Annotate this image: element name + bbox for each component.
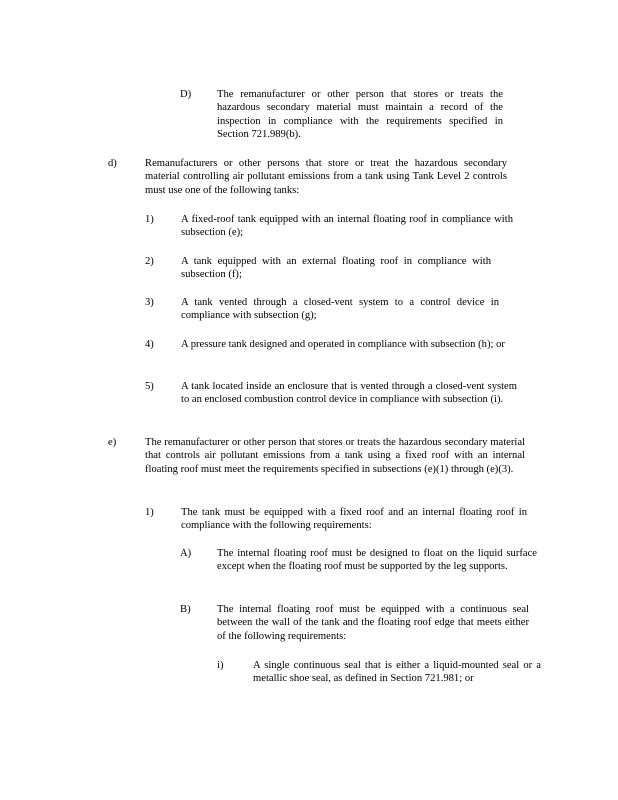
text-e-1-B: The internal floating roof must be equipped with a continuous seal between the wall of the tank and the floating roof edge that meets either of the following requirements: <box>217 604 529 642</box>
label-d-1: 1) <box>145 214 154 225</box>
label-e-1-B-i: i) <box>217 660 224 671</box>
label-e-1: 1) <box>145 507 154 518</box>
text-e-1: The tank must be equipped with a fixed roof and an internal floating roof in compliance with the following requirements: <box>181 507 527 532</box>
text-e-1-B-i: A single continuous seal that is either a liquid-mounted seal or a metallic shoe seal, as defined in Section 721.981; or <box>253 660 541 685</box>
label-d-5: 5) <box>145 381 154 392</box>
text-d-3: A tank vented through a closed-vent system to a control device in compliance with subsection (g); <box>181 297 499 322</box>
label-d-3: 3) <box>145 297 154 308</box>
label-e-1-B: B) <box>180 604 191 615</box>
label-e: e) <box>108 437 117 448</box>
text-e-1-A: The internal floating roof must be designed to float on the liquid surface except when the floating roof must be supported by the leg supports. <box>217 548 537 573</box>
text-d-2: A tank equipped with an external floating roof in compliance with subsection (f); <box>181 256 491 281</box>
text-d: Remanufacturers or other persons that store or treat the hazardous secondary material controlling air pollutant emissions from a tank using Tank Level 2 controls must use one of the following tanks: <box>145 158 507 196</box>
label-e-1-A: A) <box>180 548 192 559</box>
text-D: The remanufacturer or other person that stores or treats the hazardous secondary material must maintain a record of the inspection in compliance with the requirements specified in Section 721.989(b). <box>217 89 503 141</box>
text-d-4: A pressure tank designed and operated in compliance with subsection (h); or <box>181 339 505 350</box>
text-d-1: A fixed-roof tank equipped with an internal floating roof in compliance with subsection (e); <box>181 214 513 239</box>
label-d-4: 4) <box>145 339 154 350</box>
text-d-5: A tank located inside an enclosure that is vented through a closed-vent system to an enclosed combustion control device in compliance with subsection (i). <box>181 381 517 406</box>
label-d-2: 2) <box>145 256 154 267</box>
label-D: D) <box>180 89 192 100</box>
label-d: d) <box>108 158 117 169</box>
text-e: The remanufacturer or other person that stores or treats the hazardous secondary material that controls air pollutant emissions from a tank using a fixed roof with an internal floating roof must meet the requirements specified in subsections (e)(1) through (e)(3). <box>145 437 525 475</box>
